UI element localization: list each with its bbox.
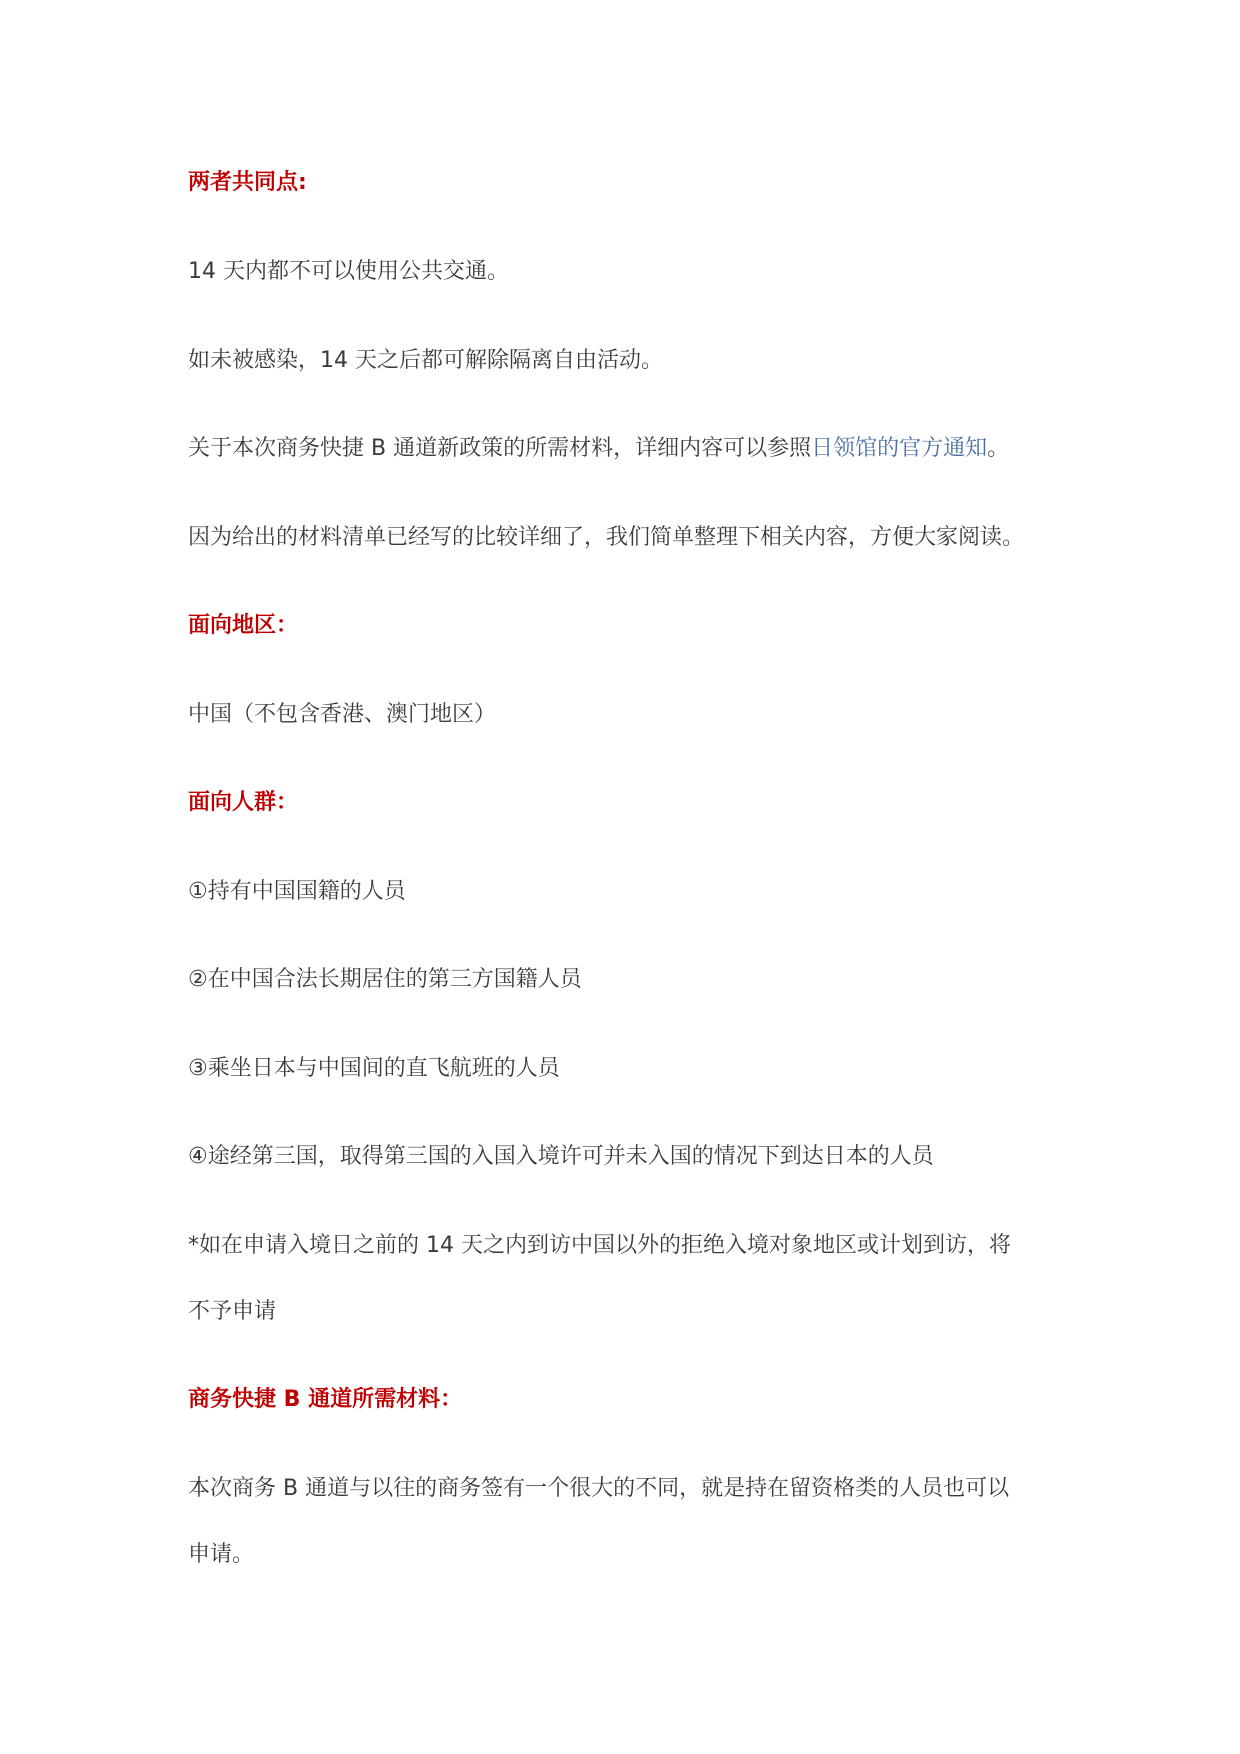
materials-sentence-suffix: 。 bbox=[987, 436, 1010, 461]
region-heading: 面向地区： bbox=[188, 613, 299, 638]
audience-item: ④途经第三国，取得第三国的入国入境许可并未入国的情况下到达日本的人员 bbox=[188, 1144, 934, 1169]
audience-note-line-1: *如在申请入境日之前的 14 天之内到访中国以外的拒绝入境对象地区或计划到访，将 bbox=[188, 1233, 1011, 1258]
materials-sentence-prefix: 关于本次商务快捷 B 通道新政策的所需材料，详细内容可以参照 bbox=[188, 436, 812, 461]
summary-sentence: 因为给出的材料清单已经写的比较详细了，我们简单整理下相关内容，方便大家阅读。 bbox=[188, 525, 1025, 550]
common-point-2: 如未被感染，14 天之后都可解除隔离自由活动。 bbox=[188, 348, 663, 373]
common-point-1: 14 天内都不可以使用公共交通。 bbox=[188, 259, 509, 284]
channel-materials-line-1: 本次商务 B 通道与以往的商务签有一个很大的不同，就是持在留资格类的人员也可以 bbox=[188, 1476, 1010, 1501]
channel-materials-heading: 商务快捷 B 通道所需材料： bbox=[188, 1387, 463, 1412]
materials-sentence bbox=[188, 434, 1068, 464]
audience-item: ②在中国合法长期居住的第三方国籍人员 bbox=[188, 967, 582, 992]
audience-heading: 面向人群： bbox=[188, 790, 299, 815]
channel-materials-line-2: 申请。 bbox=[188, 1542, 255, 1567]
region-value: 中国（不包含香港、澳门地区） bbox=[188, 702, 497, 727]
audience-note-line-2: 不予申请 bbox=[188, 1299, 277, 1324]
common-points-heading: 两者共同点: bbox=[188, 170, 307, 195]
embassy-notice-link[interactable]: 日领馆的官方通知 bbox=[811, 436, 988, 461]
audience-item: ③乘坐日本与中国间的直飞航班的人员 bbox=[188, 1056, 560, 1081]
audience-item: ①持有中国国籍的人员 bbox=[188, 879, 406, 904]
